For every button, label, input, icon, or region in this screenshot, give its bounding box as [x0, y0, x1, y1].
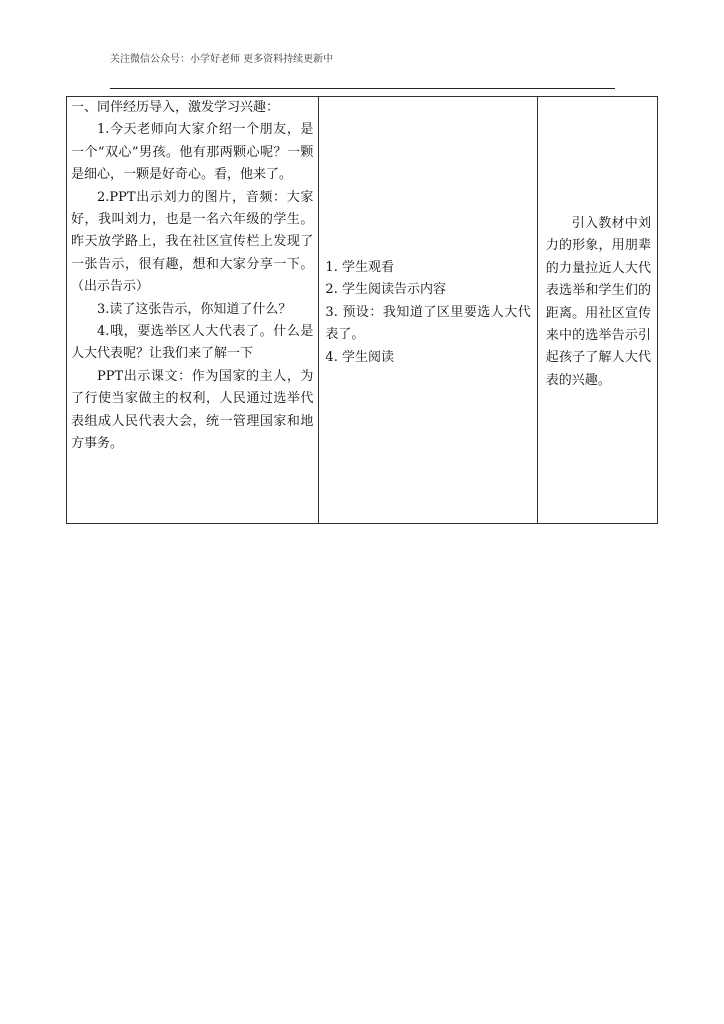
step-1-text: 1.今天老师向大家介绍一个朋友，是一个“双心”男孩。他有那两颗心呢？一颗是细心，一颗是好奇心。看，他来了。: [71, 122, 314, 183]
header-divider: [110, 88, 615, 89]
table-row: [67, 97, 658, 524]
ppt-text: PPT出示课文：作为国家的主人，为了行使当家做主的权利，人民通过选举代表组成人民代表大会，统一管理国家和地方事务。: [71, 368, 314, 452]
step-4-text: 4.哦，要选举区人大代表了。什么是人大代表呢？让我们来了解一下: [71, 324, 314, 362]
design-intent-cell: [537, 97, 657, 524]
step-3-text: 3.读了这张告示，你知道了什么？: [97, 301, 292, 317]
header-note: 关注微信公众号：小学好老师 更多资料持续更新中: [110, 54, 334, 65]
lesson-plan-table: [66, 96, 658, 524]
student-activity-cell: [319, 97, 537, 524]
student-item-1: 1. 学生观看: [325, 260, 394, 275]
teacher-activity-cell: [67, 97, 319, 524]
student-item-2: 2. 学生阅读告示内容: [325, 282, 446, 298]
step-2-text: 2.PPT出示刘力的图片，音频：大家好，我叫刘力，也是一名六年级的学生。昨天放学路上，我在社区宣传栏上发现了一张告示，很有趣，想和大家分享一下。（出示告示）: [71, 189, 314, 295]
student-item-3: 3. 预设：我知道了区里要选人大代表了。: [325, 304, 531, 343]
design-intent-text: 引入教材中刘力的形象，用朋辈的力量拉近人大代表选举和学生们的距离。用社区宣传来中的选举告示引起孩子了解人大代表的兴趣。: [545, 216, 651, 388]
section-heading: 一、同伴经历导入，激发学习兴趣：: [71, 100, 280, 115]
student-item-4: 4. 学生阅读: [325, 349, 394, 365]
